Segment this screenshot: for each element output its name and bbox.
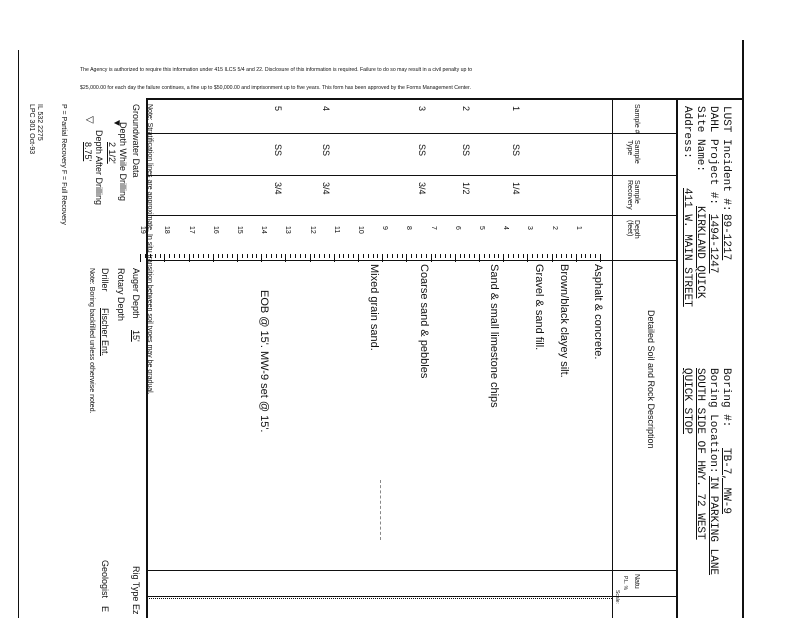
depth-tick xyxy=(460,254,461,258)
dotted-line-1 xyxy=(146,598,612,599)
depth-tick xyxy=(314,254,315,258)
auger-depth-label: Auger Depth xyxy=(131,268,141,319)
frame-top-line xyxy=(146,98,744,100)
depth-tick-label: 8 xyxy=(405,226,413,230)
depth-tick xyxy=(368,254,369,258)
depth-tick xyxy=(382,254,383,262)
depth-tick-label: 4 xyxy=(502,226,510,230)
soil-description: Asphalt & concrete. xyxy=(592,264,604,360)
depth-tick xyxy=(164,254,165,262)
depth-scale xyxy=(146,210,612,260)
depth-tick xyxy=(416,254,417,258)
depth-tick xyxy=(552,254,553,262)
boring-number-value: TB-7, MW-9 xyxy=(720,448,732,515)
depth-tick xyxy=(431,254,432,262)
col-header-pl: P.L. % xyxy=(622,576,628,591)
depth-tick-label: 2 xyxy=(550,226,558,230)
depth-tick xyxy=(518,254,519,258)
recovery-codes-note: P = Partial Recovery F = Full Recovery xyxy=(60,104,67,225)
depth-tick xyxy=(155,254,156,258)
authority-text-line-1: The Agency is authorized to require this information under 415 ILCS 5/4 and 22. Disclosure of this information is required. Failure to do so may result in a civil penalty up to xyxy=(80,67,473,73)
depth-tick xyxy=(329,254,330,258)
rig-type-value: Ez xyxy=(131,604,141,615)
depth-tick xyxy=(160,254,161,258)
depth-while-drilling-label: Depth While Drilling xyxy=(118,122,128,202)
depth-tick xyxy=(489,254,490,258)
depth-tick xyxy=(397,254,398,258)
depth-tick xyxy=(218,254,219,258)
depth-tick xyxy=(174,254,175,258)
depth-tick xyxy=(179,254,180,258)
depth-tick xyxy=(484,254,485,258)
sample-type: SS xyxy=(417,144,427,157)
depth-tick-label: 11 xyxy=(332,226,340,234)
depth-tick xyxy=(285,254,286,262)
boring-number-label: Boring #: xyxy=(720,368,732,428)
depth-tick xyxy=(377,254,378,258)
depth-tick xyxy=(426,254,427,258)
depth-tick xyxy=(310,254,311,262)
depth-tick xyxy=(455,254,456,262)
depth-tick xyxy=(581,254,582,258)
depth-tick xyxy=(295,254,296,258)
sample-recovery: 3/4 xyxy=(417,182,427,195)
depth-tick xyxy=(600,254,601,262)
authority-text-line-2: $25,000.00 for each day the failure continues, a fine up to $50,000.00 and imprisonment up to five years. This form has been approved by the Forms Management Center. xyxy=(80,85,471,91)
dashed-marks xyxy=(380,480,382,540)
sample-number: 5 xyxy=(273,106,283,112)
depth-tick xyxy=(266,254,267,258)
depth-tick xyxy=(256,254,257,258)
col-line-natural xyxy=(146,596,676,597)
geologist-label: Geologist xyxy=(100,560,110,599)
depth-tick-label: 19 xyxy=(139,226,147,234)
col-line-sample-no xyxy=(146,133,676,134)
address-label: Address: xyxy=(681,106,693,159)
sample-recovery: 1/4 xyxy=(511,182,521,195)
dahl-project-value: 1494-1247 xyxy=(707,214,719,274)
depth-after-drilling-value: 8.75' xyxy=(83,142,93,162)
rig-type-label: Rig Type xyxy=(131,566,141,602)
depth-tick xyxy=(227,254,228,258)
col-line-sample-type xyxy=(146,175,676,176)
sample-type: SS xyxy=(511,144,521,157)
sample-recovery: 1/2 xyxy=(461,182,471,195)
site-name-label: Site Name: xyxy=(694,106,706,173)
depth-tick xyxy=(387,254,388,258)
depth-tick xyxy=(571,254,572,258)
depth-tick xyxy=(247,254,248,258)
depth-tick-label: 12 xyxy=(308,226,316,234)
depth-tick xyxy=(392,254,393,258)
rotary-depth-label: Rotary Depth xyxy=(116,268,126,322)
soil-description: Brown/black clayey silt. xyxy=(558,264,570,378)
depth-tick xyxy=(363,254,364,258)
depth-tick xyxy=(324,254,325,258)
depth-tick-label: 3 xyxy=(526,226,534,230)
depth-tick-label: 13 xyxy=(284,226,292,234)
depth-tick xyxy=(542,254,543,258)
depth-tick xyxy=(440,254,441,258)
depth-tick-label: 7 xyxy=(429,226,437,230)
depth-tick xyxy=(300,254,301,258)
depth-after-drilling-label: Depth After Drilling xyxy=(94,130,104,206)
sample-recovery: 3/4 xyxy=(273,182,283,195)
depth-tick xyxy=(358,254,359,262)
depth-tick xyxy=(479,254,480,262)
depth-tick xyxy=(402,254,403,258)
depth-tick xyxy=(334,254,335,262)
footer-note: Note: Stratification lines are approximate. In situ transition between soil types may be gradual. xyxy=(146,104,153,395)
header-column-line xyxy=(612,98,613,618)
sample-number: 4 xyxy=(321,106,331,112)
depth-tick xyxy=(469,254,470,258)
depth-tick xyxy=(421,254,422,258)
depth-tick xyxy=(343,254,344,258)
depth-tick xyxy=(237,254,238,262)
depth-tick xyxy=(290,254,291,258)
groundwater-triangle-outline-icon: ▽ xyxy=(84,116,95,124)
depth-tick-label: 14 xyxy=(260,226,268,234)
depth-tick xyxy=(261,254,262,262)
depth-tick-label: 1 xyxy=(574,226,582,230)
depth-tick xyxy=(411,254,412,258)
depth-tick xyxy=(305,254,306,258)
soil-description: Sand & small limestone chips xyxy=(488,264,500,408)
depth-tick xyxy=(503,254,504,262)
depth-tick xyxy=(561,254,562,258)
sample-number: 1 xyxy=(511,106,521,112)
depth-tick xyxy=(547,254,548,258)
depth-tick-label: 5 xyxy=(478,226,485,230)
depth-tick xyxy=(585,254,586,258)
depth-tick xyxy=(373,254,374,258)
auger-depth-value: 15' xyxy=(131,330,141,342)
sample-type: SS xyxy=(461,144,471,157)
sample-recovery: 3/4 xyxy=(321,182,331,195)
col-header-natural: Natu xyxy=(633,574,640,589)
boring-backfilled-note: Note: Boring backfilled unless otherwise noted. xyxy=(88,268,95,414)
depth-tick-label: 9 xyxy=(381,226,389,230)
lust-incident-label: LUST Incident #: xyxy=(720,106,732,212)
header-divider-line xyxy=(676,98,678,618)
depth-tick xyxy=(590,254,591,258)
depth-tick-label: 15 xyxy=(236,226,243,234)
lust-incident-value: 89-1217 xyxy=(720,214,732,261)
depth-tick xyxy=(232,254,233,258)
depth-tick xyxy=(576,254,577,262)
depth-tick xyxy=(348,254,349,258)
col-line-description-end xyxy=(146,570,676,571)
depth-tick xyxy=(353,254,354,258)
depth-tick xyxy=(498,254,499,258)
depth-tick-label: 10 xyxy=(357,226,364,234)
depth-tick xyxy=(523,254,524,258)
page-left-edge xyxy=(18,50,19,618)
boring-location-label: Boring Location: xyxy=(707,368,719,474)
sample-number: 2 xyxy=(461,106,471,112)
depth-while-drilling-value: 2 1/2' xyxy=(107,142,117,164)
soil-description: Coarse sand & pebbles xyxy=(418,264,430,379)
depth-tick xyxy=(208,254,209,258)
depth-tick-label: 6 xyxy=(453,226,461,230)
col-header-sample-no: Sample # xyxy=(633,104,640,134)
col-header-depth: Depth (feet) xyxy=(626,220,640,239)
depth-tick xyxy=(169,254,170,258)
depth-tick-label: 18 xyxy=(163,226,171,234)
depth-tick xyxy=(537,254,538,258)
driller-label: Driller xyxy=(100,268,110,292)
depth-tick xyxy=(527,254,528,262)
col-header-sample-recovery: Sample Recovery xyxy=(626,180,640,210)
depth-tick xyxy=(271,254,272,258)
depth-tick xyxy=(319,254,320,258)
depth-tick xyxy=(494,254,495,258)
col-header-sample-type: Sample Type xyxy=(626,140,640,164)
boring-location-value-1: IN PARKING LANE xyxy=(707,476,719,576)
depth-tick xyxy=(513,254,514,258)
depth-tick xyxy=(222,254,223,258)
site-name-value: KIRKLAND QUICK xyxy=(694,206,706,299)
form-id-1: IL 532 2275 xyxy=(36,104,43,141)
depth-tick xyxy=(450,254,451,258)
depth-tick xyxy=(281,254,282,258)
col-line-depth xyxy=(146,260,676,261)
depth-tick xyxy=(464,254,465,258)
driller-value: Fischer Ent. xyxy=(100,308,110,357)
depth-tick xyxy=(595,254,596,258)
depth-tick xyxy=(213,254,214,262)
depth-tick xyxy=(566,254,567,258)
boring-location-value-2: SOUTH SIDE OF HWY. 72 WEST xyxy=(694,368,706,540)
geologist-value: E xyxy=(100,606,110,613)
depth-tick xyxy=(189,254,190,262)
depth-tick xyxy=(508,254,509,258)
soil-description: Mixed grain sand. xyxy=(368,264,380,351)
depth-tick xyxy=(339,254,340,258)
depth-tick xyxy=(193,254,194,258)
address-value: 411 W. MAIN STREET xyxy=(681,188,693,307)
form-id-2: LPC 301 Oct-93 xyxy=(28,104,35,155)
groundwater-label: Groundwater Data xyxy=(131,104,141,178)
depth-tick xyxy=(445,254,446,258)
depth-tick xyxy=(184,254,185,258)
depth-tick xyxy=(242,254,243,258)
sample-number: 3 xyxy=(417,106,427,112)
soil-description: Gravel & sand fill. xyxy=(533,264,545,351)
depth-tick xyxy=(140,254,141,262)
depth-tick-label: 16 xyxy=(211,226,219,234)
depth-tick xyxy=(435,254,436,258)
depth-tick xyxy=(406,254,407,262)
groundwater-triangle-icon: ▼ xyxy=(111,118,122,128)
depth-tick xyxy=(252,254,253,258)
boring-location-value-3: QUICK STOP xyxy=(681,368,693,435)
depth-tick-label: 17 xyxy=(187,226,195,234)
frame-right-line xyxy=(742,40,744,618)
col-header-description: Detailed Soil and Rock Description xyxy=(646,310,656,449)
depth-tick xyxy=(474,254,475,258)
col-header-scale: Scale: xyxy=(614,590,620,604)
depth-tick xyxy=(532,254,533,258)
depth-tick xyxy=(276,254,277,258)
sample-type: SS xyxy=(321,144,331,157)
sample-type: SS xyxy=(273,144,283,157)
soil-description: EOB @ 15'. MW-9 set @ 15'. xyxy=(258,290,270,433)
depth-tick xyxy=(198,254,199,258)
depth-tick xyxy=(556,254,557,258)
depth-tick xyxy=(203,254,204,258)
dahl-project-label: DAHL Project #: xyxy=(707,106,719,206)
